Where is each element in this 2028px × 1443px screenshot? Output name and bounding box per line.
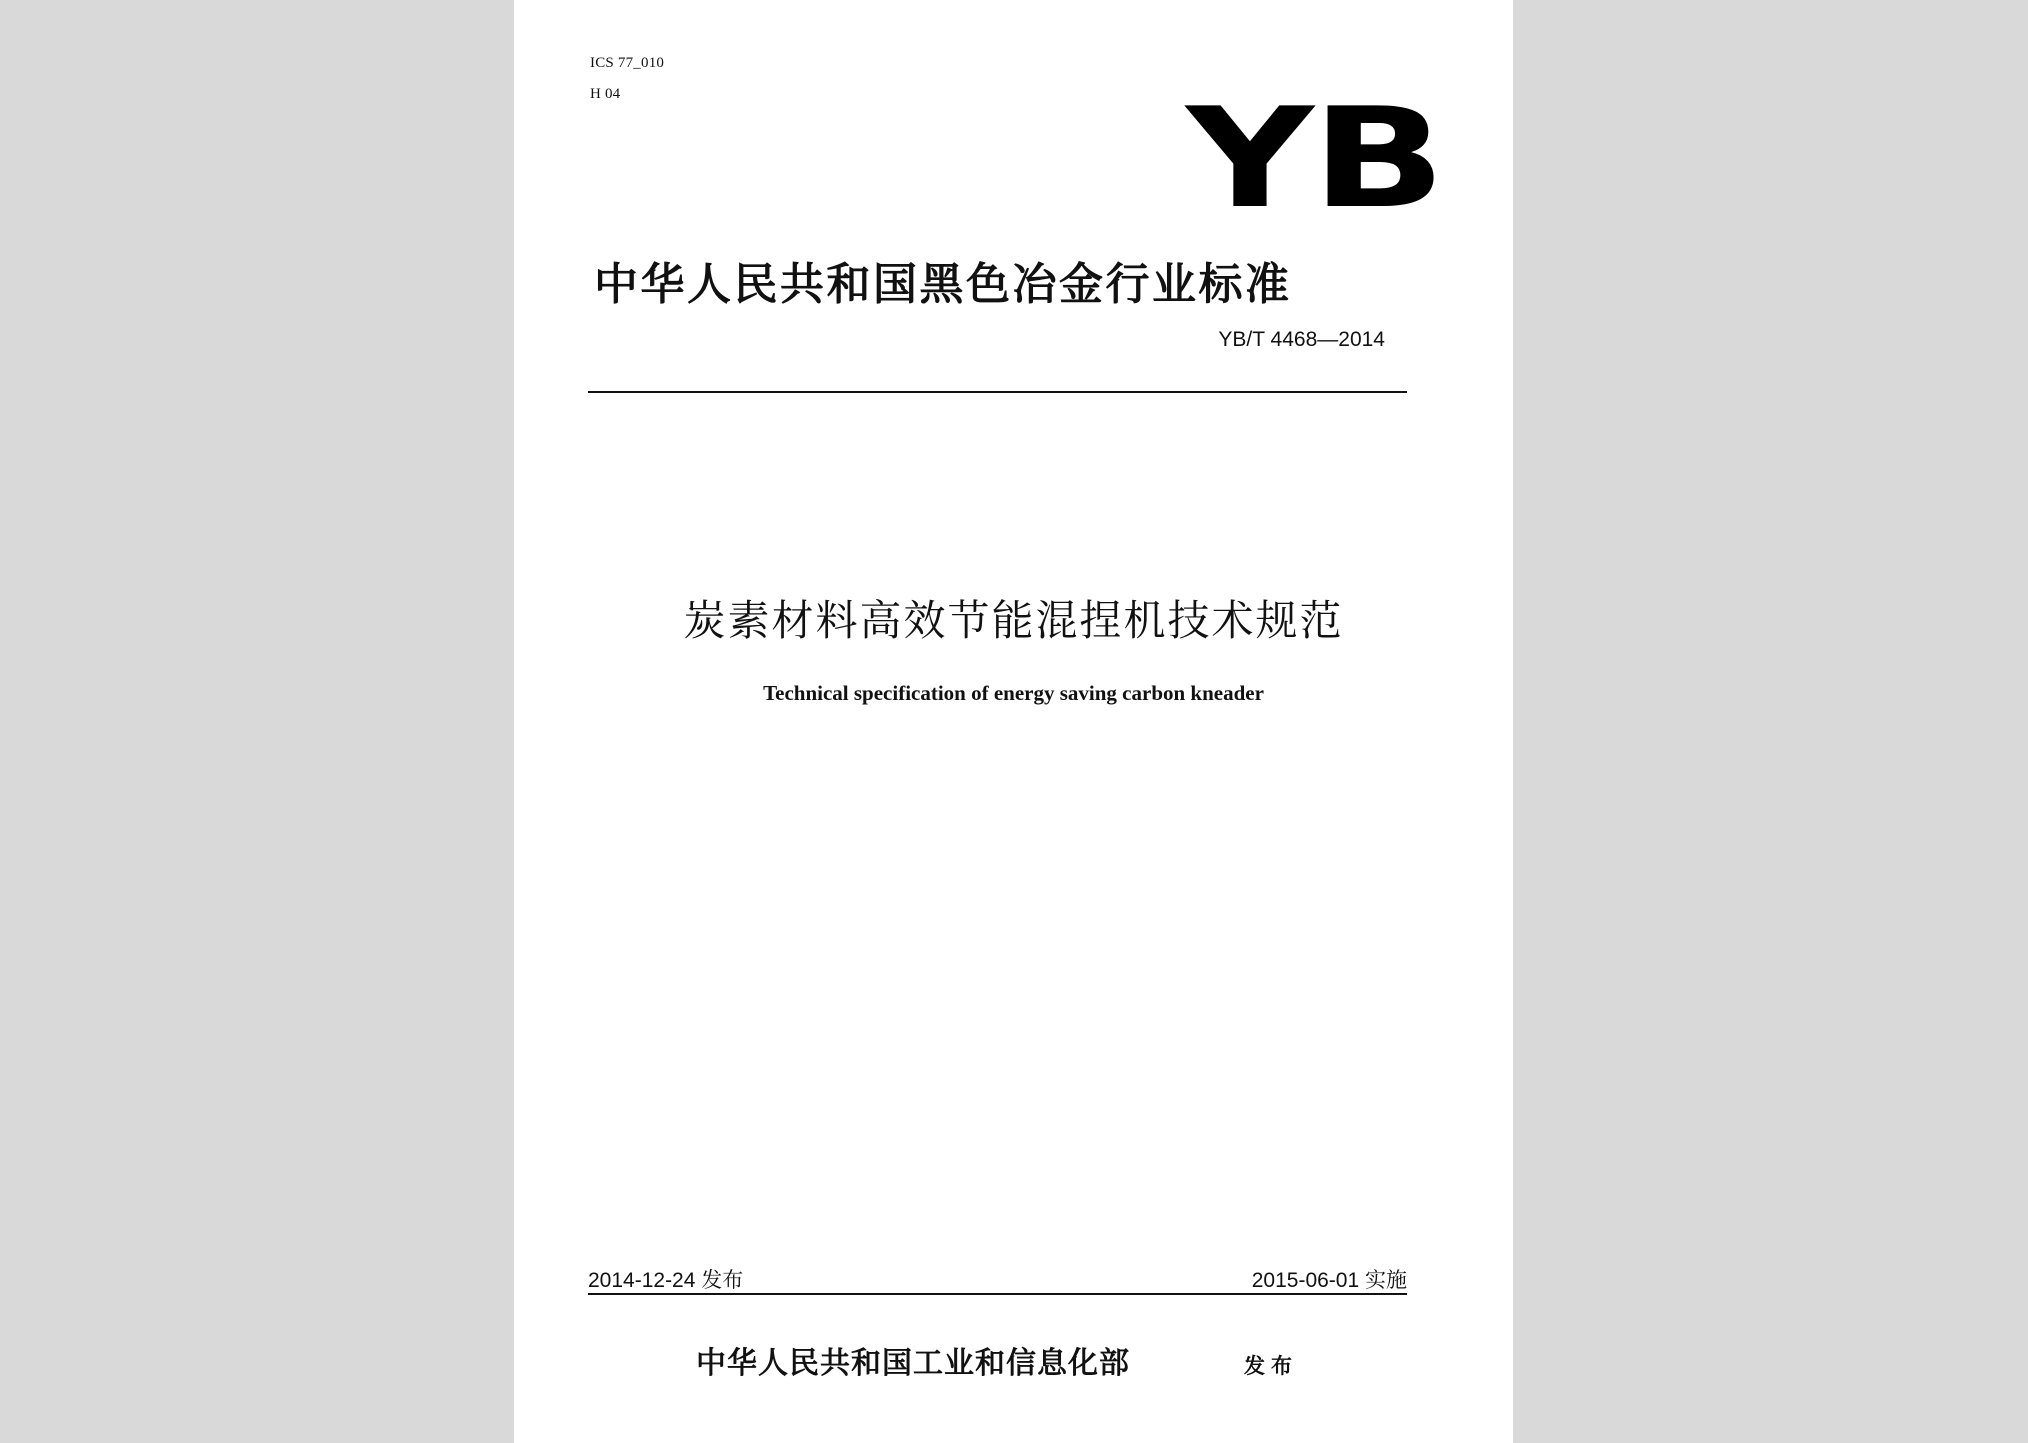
issuer-action: 发布: [1244, 1353, 1298, 1378]
title-chinese: 炭素材料高效节能混捏机技术规范: [683, 596, 1344, 645]
standard-organization: 中华人民共和国黑色冶金行业标准: [594, 259, 1292, 310]
issue-date: 2014-12-24 发布: [588, 1269, 744, 1292]
document-page: [514, 0, 1513, 1443]
top-divider: [588, 391, 1407, 393]
yb-logo: YB: [1186, 78, 1444, 239]
implementation-date: 2015-06-01 实施: [1251, 1269, 1407, 1292]
h-code: H 04: [590, 86, 621, 102]
standard-number: YB/T 4468—2014: [1218, 328, 1385, 351]
title-english: Technical specification of energy saving carbon kneader: [763, 681, 1264, 705]
bottom-divider: [588, 1293, 1407, 1295]
issuer-name: 中华人民共和国工业和信息化部: [696, 1346, 1130, 1381]
ics-code: ICS 77_010: [590, 55, 665, 71]
